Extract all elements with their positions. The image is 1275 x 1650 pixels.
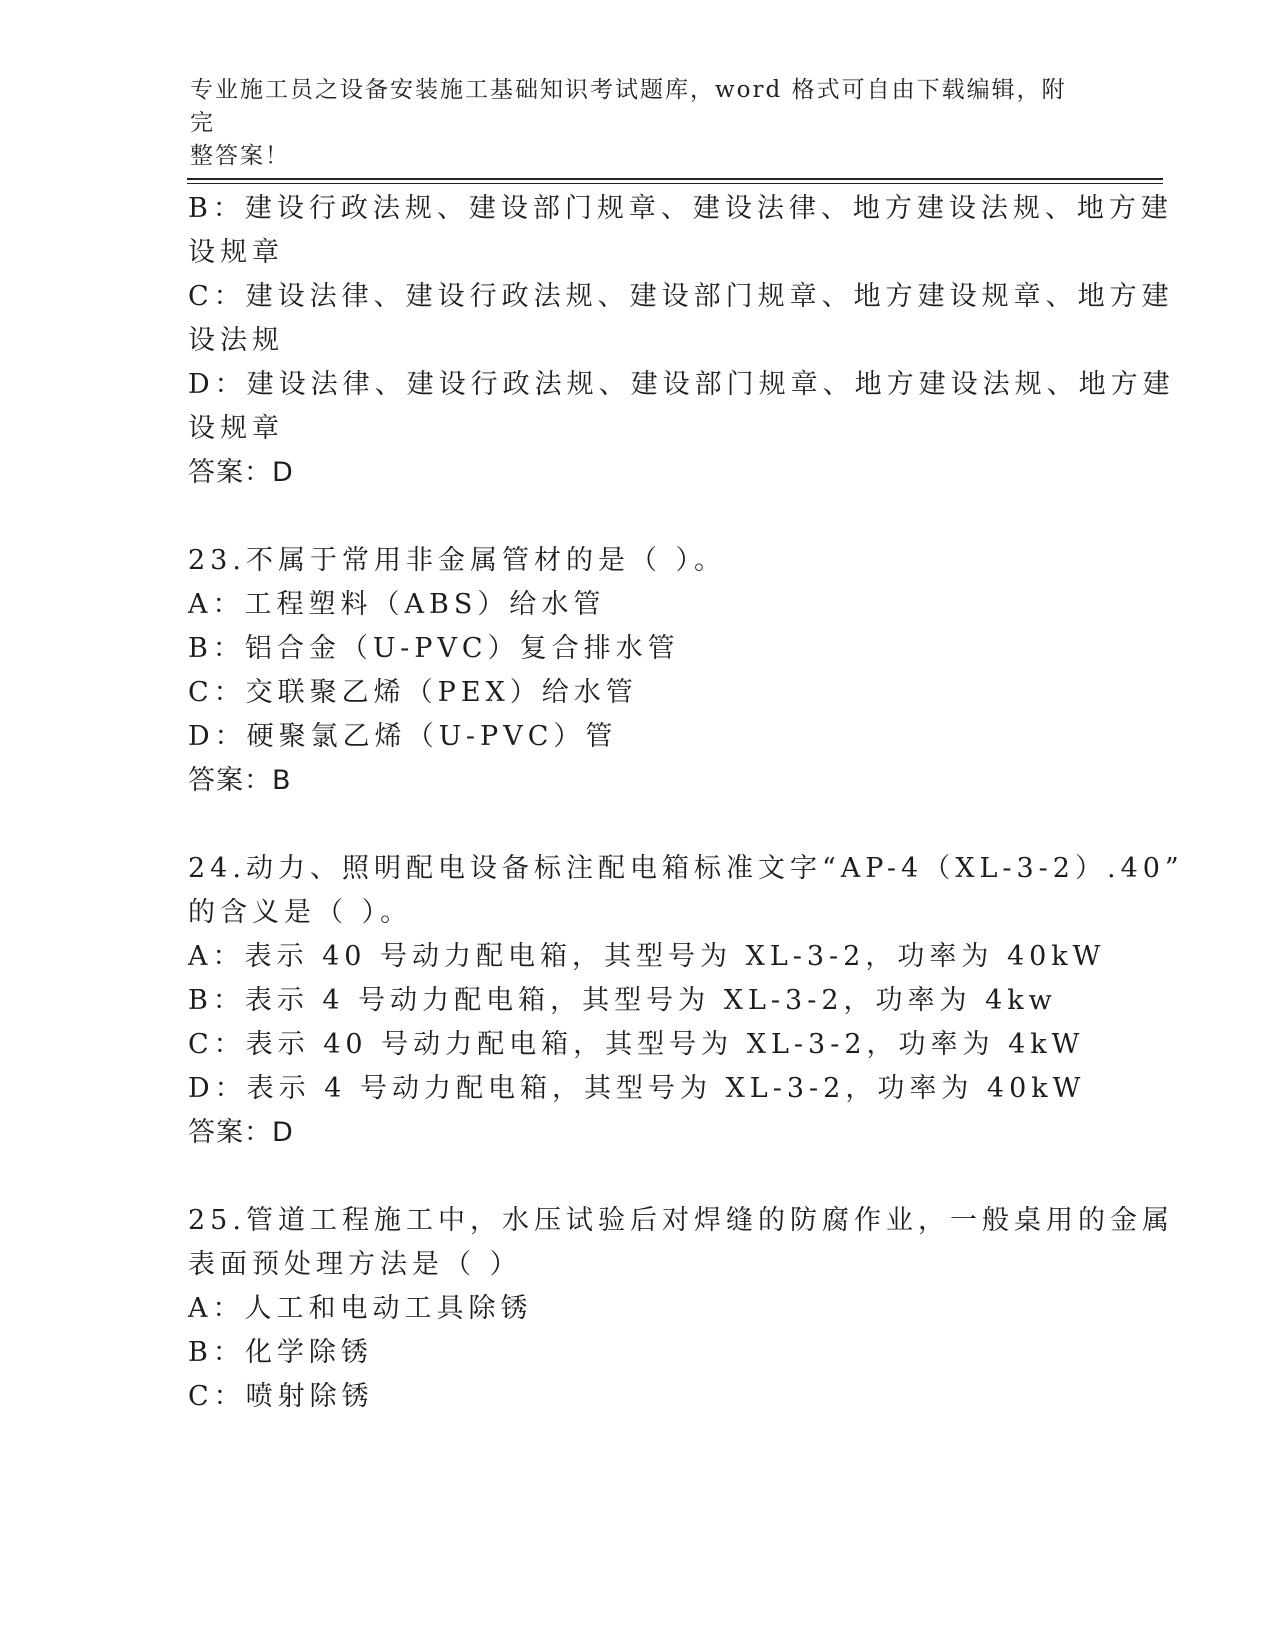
q22-answer: 答案：D <box>188 457 294 488</box>
header-divider-thick <box>187 178 1163 180</box>
header-line-1: 专业施工员之设备安装施工基础知识考试题库，word 格式可自由下载编辑，附完 <box>190 77 1067 136</box>
q24-option-a: A：表示 40 号动力配电箱，其型号为 XL-3-2，功率为 40kW <box>188 941 1106 972</box>
q22-option-c-line-2: 设法规 <box>188 325 284 356</box>
q25-option-c: C：喷射除锈 <box>188 1381 374 1412</box>
q24-stem-line-2: 的含义是（ ）。 <box>188 897 413 928</box>
q25-stem-line-1: 25.管道工程施工中，水压试验后对焊缝的防腐作业，一般桌用的金属 <box>188 1205 1174 1236</box>
q23-option-d: D：硬聚氯乙烯（U-PVC）管 <box>188 721 618 752</box>
q25-stem-line-2: 表面预处理方法是（ ） <box>188 1249 522 1280</box>
q22-option-d-line-1: D：建设法律、建设行政法规、建设部门规章、地方建设法规、地方建 <box>188 369 1175 400</box>
q24-answer: 答案：D <box>188 1117 294 1148</box>
header-divider-thin <box>187 183 1163 184</box>
document-header <box>190 74 1070 173</box>
q23-option-c: C：交联聚乙烯（PEX）给水管 <box>188 677 638 708</box>
q24-stem-line-1: 24.动力、照明配电设备标注配电箱标准文字“AP-4（XL-3-2）.40” <box>188 853 1184 884</box>
q24-option-b: B：表示 4 号动力配电箱，其型号为 XL-3-2，功率为 4kw <box>188 985 1057 1016</box>
header-line-2: 整答案！ <box>190 143 290 169</box>
q25-option-b: B：化学除锈 <box>188 1337 373 1368</box>
q23-stem: 23.不属于常用非金属管材的是（ ）。 <box>188 545 727 576</box>
q23-answer: 答案：B <box>188 765 292 796</box>
q24-option-c: C：表示 40 号动力配电箱，其型号为 XL-3-2，功率为 4kW <box>188 1029 1085 1060</box>
q22-option-d-line-2: 设规章 <box>188 413 284 444</box>
q24-option-d: D：表示 4 号动力配电箱，其型号为 XL-3-2，功率为 40kW <box>188 1073 1086 1104</box>
q22-option-c-line-1: C：建设法律、建设行政法规、建设部门规章、地方建设规章、地方建 <box>188 281 1174 312</box>
q23-option-a: A：工程塑料（ABS）给水管 <box>188 589 606 620</box>
q23-option-b: B：铝合金（U-PVC）复合排水管 <box>188 633 680 664</box>
q25-option-a: A：人工和电动工具除锈 <box>188 1293 533 1324</box>
q22-option-b-line-1: B：建设行政法规、建设部门规章、建设法律、地方建设法规、地方建 <box>188 193 1173 224</box>
q22-option-b-line-2: 设规章 <box>188 237 284 268</box>
